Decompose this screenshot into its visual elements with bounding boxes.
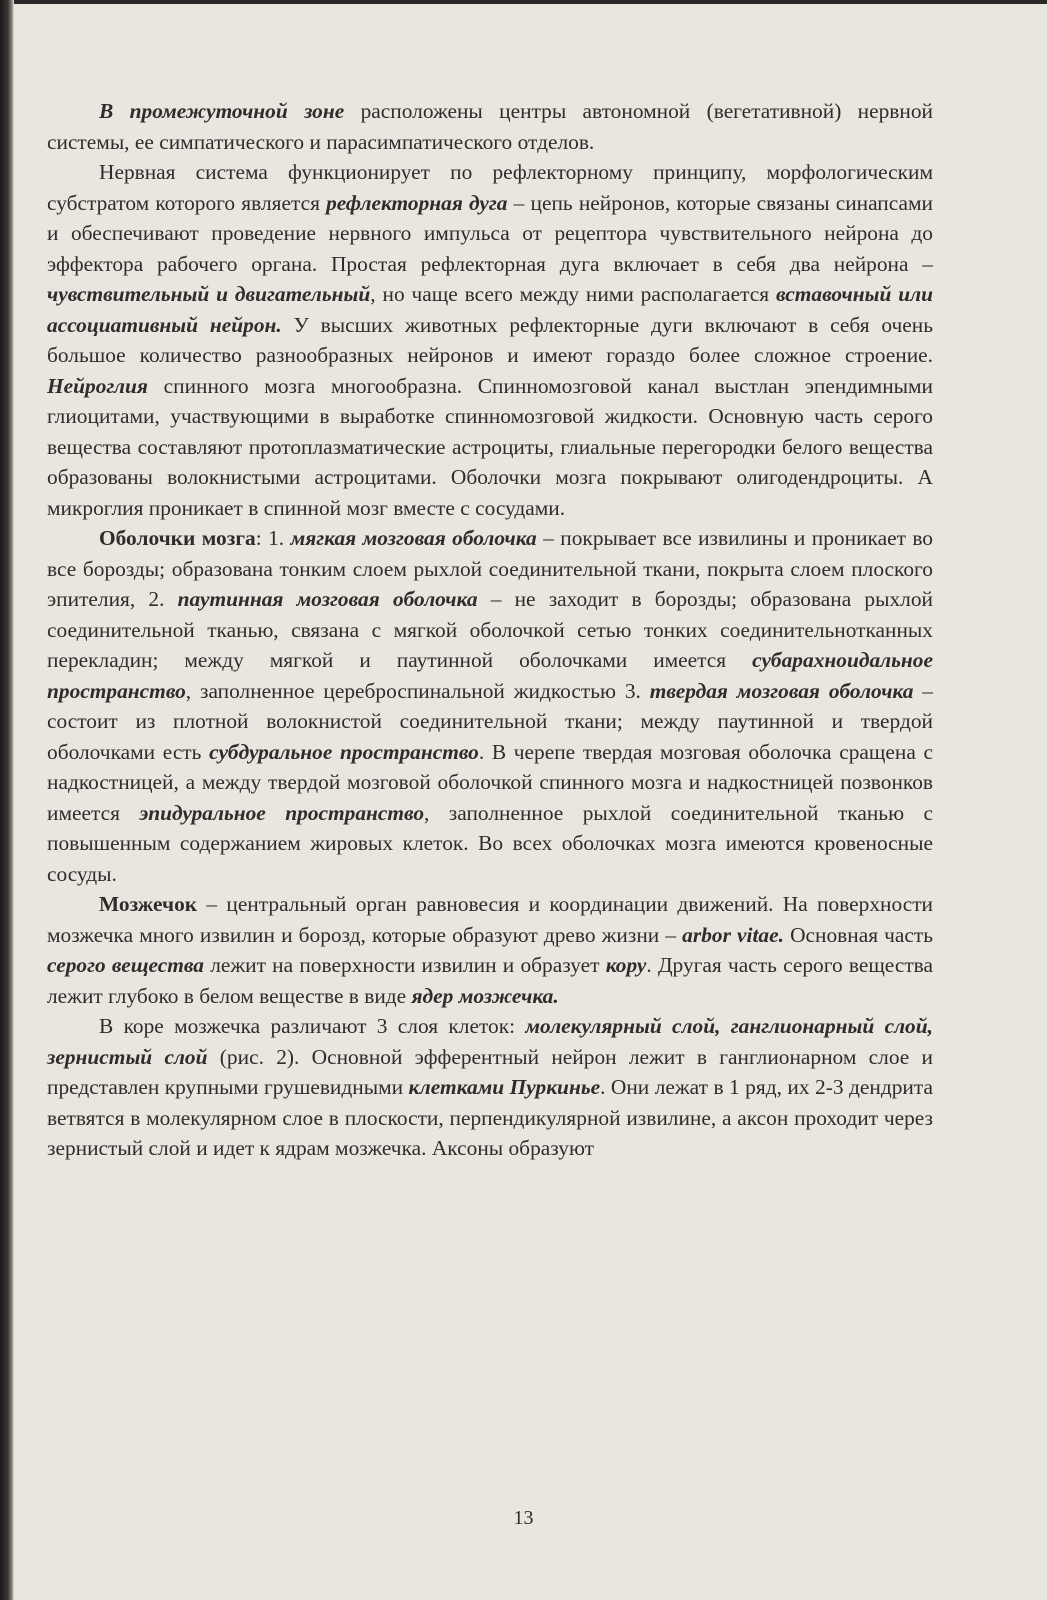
paragraph <box>47 1011 933 1164</box>
paragraph <box>47 889 933 1011</box>
scan-binding-edge <box>0 0 14 1600</box>
text-run: – центральный орган равновесия и координации движений. На поверхности мозжечка много извилин и борозд, которые образуют древо жизни – <box>47 892 933 947</box>
text-run: – покрывает все извилины и проникает во все борозды; образована тонким слоем рыхлой соединительной ткани, покрыта слоем плоского эпителия, 2. <box>47 526 933 611</box>
bold-term: Оболочки мозга <box>99 526 256 550</box>
text-run: Основная часть <box>783 922 934 947</box>
text-run: , но чаще всего между ними располагается <box>370 282 776 306</box>
text-run: лежит на поверхности извилин и образует <box>203 953 606 977</box>
bold-italic-term: ядер мозжечка. <box>411 983 559 1008</box>
bold-italic-term: твердая мозговая оболочка <box>649 678 914 703</box>
paragraph <box>47 96 933 157</box>
text-run: – состоит из плотной волокнистой соединительной ткани; между паутинной и твердой оболочками есть <box>47 678 933 764</box>
paragraph <box>47 157 933 523</box>
page-text-body <box>47 96 933 1164</box>
text-run: , заполненное цереброспинальной жидкостью 3. <box>185 678 650 703</box>
text-run: – цепь нейронов, которые связаны синапсами и обеспечивают проведение нервного импульса от рецептора чувствительного нейрона до эффектора рабочего органа. Простая рефлекторная дуга включает в себя два нейрона – <box>47 190 933 276</box>
scan-top-border <box>0 0 1047 4</box>
bold-italic-term: кору <box>605 953 647 977</box>
paragraph <box>47 523 933 889</box>
text-run: . Другая часть серого вещества лежит глубоко в белом веществе в виде <box>47 953 933 1008</box>
bold-italic-term: клетками Пуркинье <box>408 1075 601 1099</box>
bold-italic-term: молекулярный слой, ганглионарный слой, зернистый слой <box>47 1014 933 1069</box>
bold-italic-term: arbor vitae. <box>682 922 784 947</box>
page-number: 13 <box>513 1507 534 1529</box>
bold-italic-term: эпидуральное пространство <box>139 800 425 825</box>
bold-italic-term: паутинная мозговая оболочка <box>177 587 478 611</box>
text-run: . Они лежат в 1 ряд, их 2-3 дендрита ветвятся в молекулярном слое в плоскости, перпендикулярной извилине, а аксон проходит через зернистый слой и идет к ядрам мозжечка. Аксоны образуют <box>47 1075 933 1160</box>
bold-italic-term: субарахноидальное пространство <box>47 648 933 703</box>
text-run: . В черепе твердая мозговая оболочка сращена с надкостницей, а между твердой мозговой оболочкой спинного мозга и надкостницей позвонков имеется <box>47 739 933 825</box>
text-run: У высших животных рефлекторные дуги включают в себя очень большое количество разнообразных нейронов и имеют гораздо более сложное строение. <box>47 312 933 367</box>
text-run: спинного мозга многообразна. Спинномозговой канал выстлан эпендимными глиоцитами, участвующими в выработке спинномозговой жидкости. Основную часть серого вещества составляют протоплазматические астроциты, глиальные перегородки белого вещества образованы волокнистыми астроцитами. Оболочки мозга покрывают олигодендроциты. А микроглия проникает в спинной мозг вместе с сосудами. <box>47 373 933 520</box>
bold-italic-term: рефлекторная дуга <box>326 190 508 215</box>
text-run: (рис. 2). Основной эфферентный нейрон лежит в ганглионарном слое и представлен крупными грушевидными <box>47 1044 934 1099</box>
bold-italic-term: мягкая мозговая оболочка <box>290 526 537 550</box>
bold-italic-term: Нейроглия <box>47 373 148 398</box>
text-run: : 1. <box>255 526 291 550</box>
text-run: расположены центры автономной (вегетативной) нервной системы, ее симпатического и парасимпатического отделов. <box>47 99 934 154</box>
bold-italic-term: субдуральное пространство <box>209 739 479 764</box>
bold-term: Мозжечок <box>99 892 198 916</box>
text-run: В коре мозжечка различают 3 слоя клеток: <box>99 1014 526 1038</box>
text-run: , заполненное рыхлой соединительной тканью с повышенным содержанием жировых клеток. Во всех оболочках мозга имеются кровеносные сосуды. <box>47 800 933 886</box>
text-run: Нервная система функционирует по рефлекторному принципу, морфологическим субстратом которого является <box>47 160 933 215</box>
bold-italic-term: вставочный или ассоциативный нейрон. <box>47 282 933 337</box>
text-run: – не заходит в борозды; образована рыхлой соединительной тканью, связана с мягкой оболочкой сетью тонких соединительнотканных перекладин; между мягкой и паутинной оболочками имеется <box>47 587 933 672</box>
bold-italic-term: В промежуточной зоне <box>99 99 345 123</box>
bold-italic-term: серого вещества <box>47 953 204 977</box>
bold-italic-term: чувствительный и двигательный <box>47 282 371 306</box>
